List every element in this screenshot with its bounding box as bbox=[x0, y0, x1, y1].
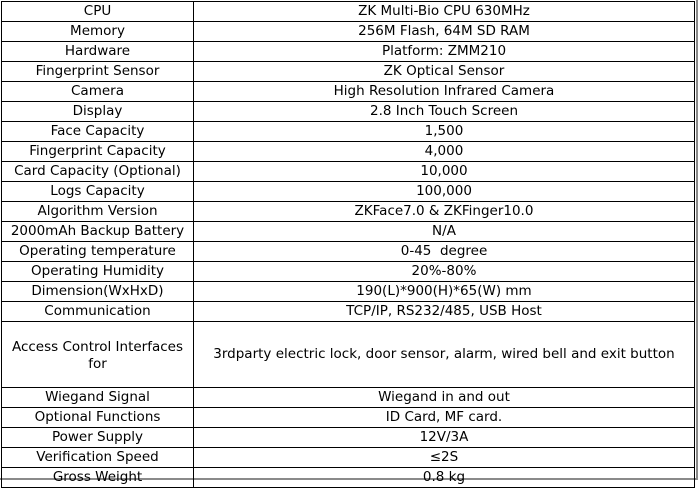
spec-label: Display bbox=[2, 102, 194, 122]
table-row bbox=[2, 22, 695, 42]
spec-label: Fingerprint Capacity bbox=[2, 142, 194, 162]
spec-value: ZK Multi-Bio CPU 630MHz bbox=[194, 2, 695, 22]
table-row bbox=[2, 202, 695, 222]
spec-value: 256M Flash, 64M SD RAM bbox=[194, 22, 695, 42]
table-row bbox=[2, 282, 695, 302]
table-row bbox=[2, 222, 695, 242]
table-row bbox=[2, 62, 695, 82]
table-row bbox=[2, 142, 695, 162]
spec-value: 12V/3A bbox=[194, 428, 695, 448]
spec-label: Operating Humidity bbox=[2, 262, 194, 282]
table-row bbox=[2, 262, 695, 282]
table-row bbox=[2, 82, 695, 102]
table-row bbox=[2, 408, 695, 428]
spec-label: Hardware bbox=[2, 42, 194, 62]
spec-label: Gross Weight bbox=[2, 468, 194, 488]
spec-label: Camera bbox=[2, 82, 194, 102]
table-row bbox=[2, 182, 695, 202]
table-row bbox=[2, 242, 695, 262]
spec-value: 4,000 bbox=[194, 142, 695, 162]
spec-label: Memory bbox=[2, 22, 194, 42]
spec-value: ≤2S bbox=[194, 448, 695, 468]
spec-label: Card Capacity (Optional) bbox=[2, 162, 194, 182]
spec-label: Optional Functions bbox=[2, 408, 194, 428]
spec-label: Operating temperature bbox=[2, 242, 194, 262]
spec-value: TCP/IP, RS232/485, USB Host bbox=[194, 302, 695, 322]
table-row bbox=[2, 162, 695, 182]
spec-value: ZKFace7.0 & ZKFinger10.0 bbox=[194, 202, 695, 222]
spec-label: CPU bbox=[2, 2, 194, 22]
table-row bbox=[2, 468, 695, 488]
table-row bbox=[2, 428, 695, 448]
spec-label: Access Control Interfaces for bbox=[2, 322, 194, 388]
table-row bbox=[2, 2, 695, 22]
spec-label: Fingerprint Sensor bbox=[2, 62, 194, 82]
spec-value: 100,000 bbox=[194, 182, 695, 202]
spec-value: 20%-80% bbox=[194, 262, 695, 282]
spec-value: High Resolution Infrared Camera bbox=[194, 82, 695, 102]
table-row bbox=[2, 448, 695, 468]
spec-value: ID Card, MF card. bbox=[194, 408, 695, 428]
spec-table bbox=[1, 1, 695, 488]
spec-label: Wiegand Signal bbox=[2, 388, 194, 408]
spec-label: 2000mAh Backup Battery bbox=[2, 222, 194, 242]
spec-value: N/A bbox=[194, 222, 695, 242]
spec-value: 1,500 bbox=[194, 122, 695, 142]
spec-label: Power Supply bbox=[2, 428, 194, 448]
spec-label: Logs Capacity bbox=[2, 182, 194, 202]
spec-label: Algorithm Version bbox=[2, 202, 194, 222]
table-row bbox=[2, 388, 695, 408]
spec-value: ZK Optical Sensor bbox=[194, 62, 695, 82]
spec-value: 3rdparty electric lock, door sensor, alarm, wired bell and exit button bbox=[194, 322, 695, 388]
spec-value: 190(L)*900(H)*65(W) mm bbox=[194, 282, 695, 302]
spec-value: Platform: ZMM210 bbox=[194, 42, 695, 62]
table-row bbox=[2, 302, 695, 322]
spec-label: Verification Speed bbox=[2, 448, 194, 468]
table-row bbox=[2, 42, 695, 62]
spec-label: Face Capacity bbox=[2, 122, 194, 142]
spec-label: Dimension(WxHxD) bbox=[2, 282, 194, 302]
spec-value: 0-45 degree bbox=[194, 242, 695, 262]
spec-value: 2.8 Inch Touch Screen bbox=[194, 102, 695, 122]
spec-value: Wiegand in and out bbox=[194, 388, 695, 408]
table-row bbox=[2, 102, 695, 122]
table-row bbox=[2, 322, 695, 388]
spec-value: 10,000 bbox=[194, 162, 695, 182]
table-row bbox=[2, 122, 695, 142]
spec-label: Communication bbox=[2, 302, 194, 322]
spec-value: 0.8 kg bbox=[194, 468, 695, 488]
